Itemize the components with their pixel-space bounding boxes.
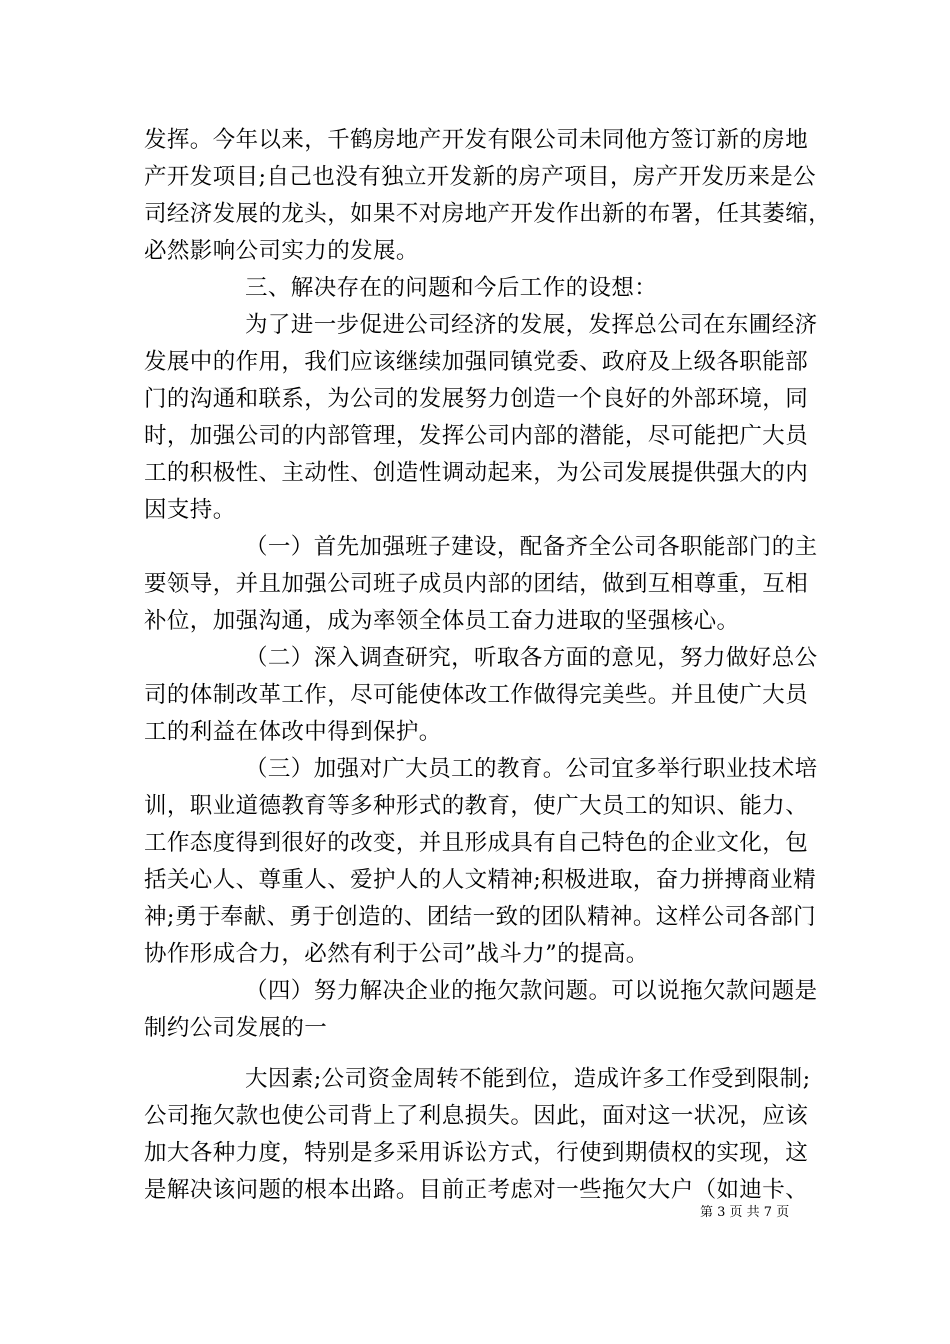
body-text-line: 要领导，并且加强公司班子成员内部的团结，做到互相尊重，互相 [144, 571, 809, 597]
body-text-line: 工的利益在体改中得到保护。 [144, 719, 442, 745]
body-text-line: 工作态度得到很好的改变，并且形成具有自己特色的企业文化，包 [144, 830, 809, 856]
body-text-line: 工的积极性、主动性、创造性调动起来，为公司发展提供强大的内 [144, 460, 809, 486]
body-text-line: 必然影响公司实力的发展。 [144, 238, 419, 264]
body-text-line: 大因素;公司资金周转不能到位，造成许多工作受到限制; [245, 1066, 811, 1092]
body-text-line: 训，职业道德教育等多种形式的教育，使广大员工的知识、能力、 [144, 793, 809, 819]
body-text-line: 司经济发展的龙头，如果不对房地产开发作出新的布署，任其萎缩， [144, 201, 832, 227]
body-text-line: 括关心人、尊重人、爱护人的人文精神;积极进取，奋力拼搏商业精 [144, 867, 817, 893]
body-text-line: 神;勇于奉献、勇于创造的、团结一致的团队精神。这样公司各部门 [144, 904, 817, 930]
body-text-line: 因支持。 [144, 497, 236, 523]
body-text-line: 协作形成合力，必然有利于公司”战斗力”的提高。 [144, 941, 649, 967]
list-item-text: （三）加强对广大员工的教育。公司宜多举行职业技术培 [245, 756, 818, 782]
list-item-text: （一）首先加强班子建设，配备齐全公司各职能部门的主 [245, 534, 818, 560]
list-item-text: （二）深入调查研究，听取各方面的意见，努力做好总公 [245, 645, 818, 671]
body-text-line: 发挥。今年以来，千鹤房地产开发有限公司未同他方签订新的房地 [144, 127, 809, 153]
body-text-line: 加大各种力度，特别是多采用诉讼方式，行使到期债权的实现，这 [144, 1140, 809, 1166]
body-text-line: 补位，加强沟通，成为率领全体员工奋力进取的坚强核心。 [144, 608, 740, 634]
list-item-text: （四）努力解决企业的拖欠款问题。可以说拖欠款问题是 [245, 978, 818, 1004]
body-text-line: 制约公司发展的一 [144, 1015, 328, 1041]
body-text-line: 是解决该问题的根本出路。目前正考虑对一些拖欠大户（如迪卡、 [144, 1177, 809, 1203]
body-text-line: 门的沟通和联系，为公司的发展努力创造一个良好的外部环境，同 [144, 386, 809, 412]
body-text-line: 发展中的作用，我们应该继续加强同镇党委、政府及上级各职能部 [144, 349, 809, 375]
body-text-line: 时，加强公司的内部管理，发挥公司内部的潜能，尽可能把广大员 [144, 423, 809, 449]
body-text-line: 产开发项目;自己也没有独立开发新的房产项目，房产开发历来是公 [144, 164, 817, 190]
section-heading: 三、解决存在的问题和今后工作的设想： [245, 275, 658, 301]
body-text-line: 公司拖欠款也使公司背上了利息损失。因此，面对这一状况，应该 [144, 1103, 809, 1129]
page-number-footer: 第 3 页 共 7 页 [700, 1205, 790, 1220]
body-text-line: 司的体制改革工作，尽可能使体改工作做得完美些。并且使广大员 [144, 682, 809, 708]
body-text-line: 为了进一步促进公司经济的发展，发挥总公司在东圃经济 [245, 312, 818, 338]
